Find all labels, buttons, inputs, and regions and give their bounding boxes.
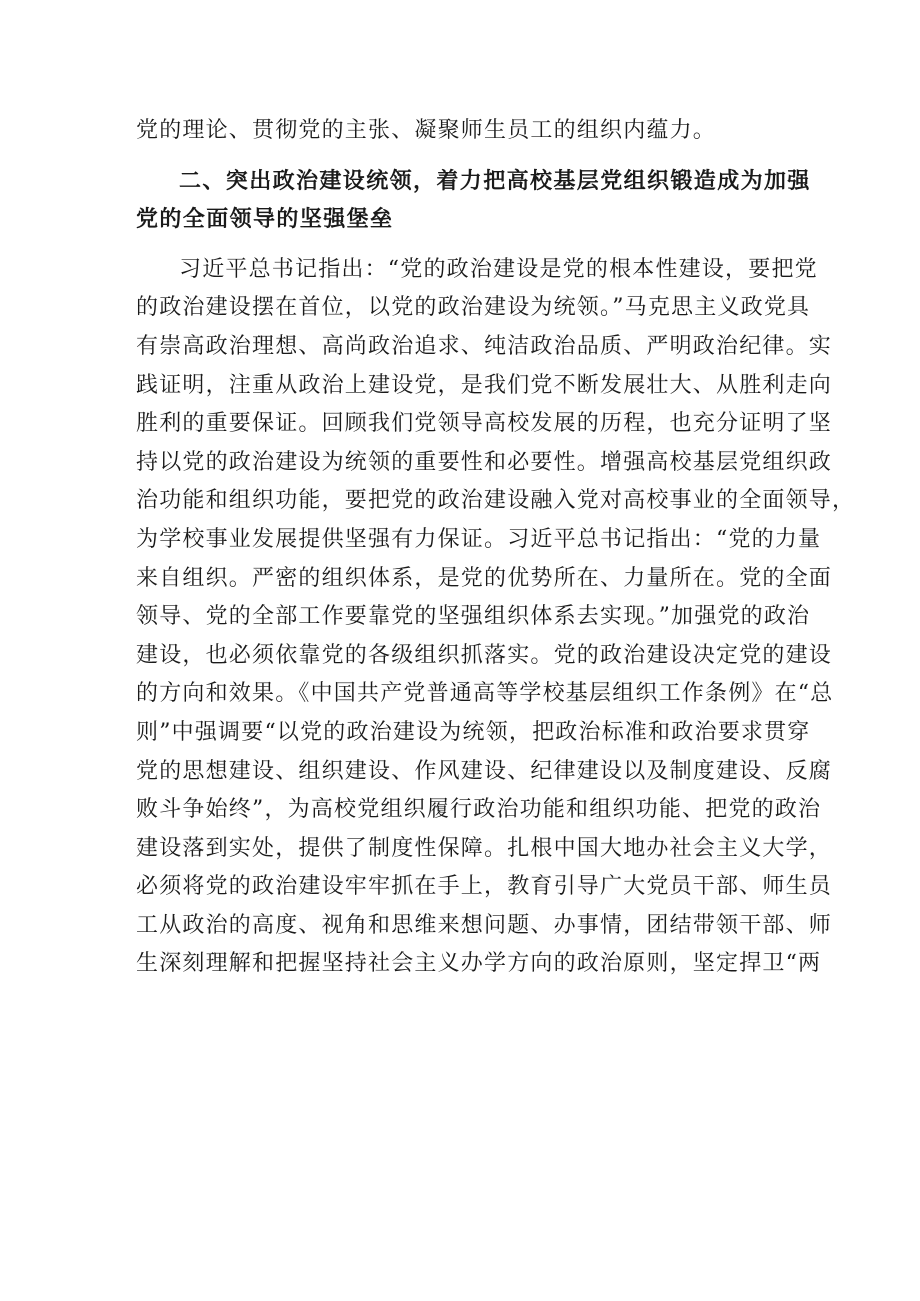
body-text-line: 胜利的重要保证。回顾我们党领导高校发展的历程，也充分证明了坚	[136, 411, 833, 437]
section-heading-line-2: 党的全面领导的坚强堡垒	[136, 207, 394, 233]
document-body	[136, 112, 856, 984]
body-text-line: 建设落到实处，提供了制度性保障。扎根中国大地办社会主义大学，	[136, 835, 833, 861]
body-text-line: 生深刻理解和把握坚持社会主义办学方向的政治原则，坚定捍卫“两	[136, 951, 822, 977]
body-text-line: 来自组织。严密的组织体系，是党的优势所在、力量所在。党的全面	[136, 565, 833, 591]
body-text-line: 则”中强调要“以党的政治建设为统领，把政治标准和政治要求贯穿	[136, 719, 811, 745]
body-text-line: 领导、党的全部工作要靠党的坚强组织体系去实现。”加强党的政治	[136, 604, 811, 630]
text-line-prev-paragraph-end: 党的理论、贯彻党的主张、凝聚师生员工的组织内蕴力。	[136, 118, 717, 143]
body-text-line: 治功能和组织功能，要把党的政治建设融入党对高校事业的全面领导，	[136, 488, 856, 514]
body-text-line: 党的思想建设、组织建设、作风建设、纪律建设以及制度建设、反腐	[136, 758, 833, 784]
body-text-line: 持以党的政治建设为统领的重要性和必要性。增强高校基层党组织政	[136, 449, 833, 475]
body-text-line: 的政治建设摆在首位，以党的政治建设为统领。”马克思主义政党具	[136, 295, 811, 321]
body-text-line: 败斗争始终”，为高校党组织履行政治功能和组织功能、把党的政治	[136, 797, 822, 823]
body-text-line: 有崇高政治理想、高尚政治追求、纯洁政治品质、严明政治纪律。实	[136, 333, 833, 359]
section-heading-line-1: 二、突出政治建设统领，着力把高校基层党组织锻造成为加强	[179, 168, 811, 194]
body-text-line: 工从政治的高度、视角和思维来想问题、办事情，团结带领干部、师	[136, 912, 833, 938]
body-text-line: 建设，也必须依靠党的各级组织抓落实。党的政治建设决定党的建设	[136, 642, 833, 668]
body-text-line: 践证明，注重从政治上建设党，是我们党不断发展壮大、从胜利走向	[136, 372, 833, 398]
body-text-line: 必须将党的政治建设牢牢抓在手上，教育引导广大党员干部、师生员	[136, 874, 833, 900]
body-text-line: 为学校事业发展提供坚强有力保证。习近平总书记指出：“党的力量	[136, 526, 822, 552]
body-text-line: 习近平总书记指出：“党的政治建设是党的根本性建设，要把党	[179, 256, 818, 282]
body-text-line: 的方向和效果。《中国共产党普通高等学校基层组织工作条例》在“总	[136, 681, 834, 707]
